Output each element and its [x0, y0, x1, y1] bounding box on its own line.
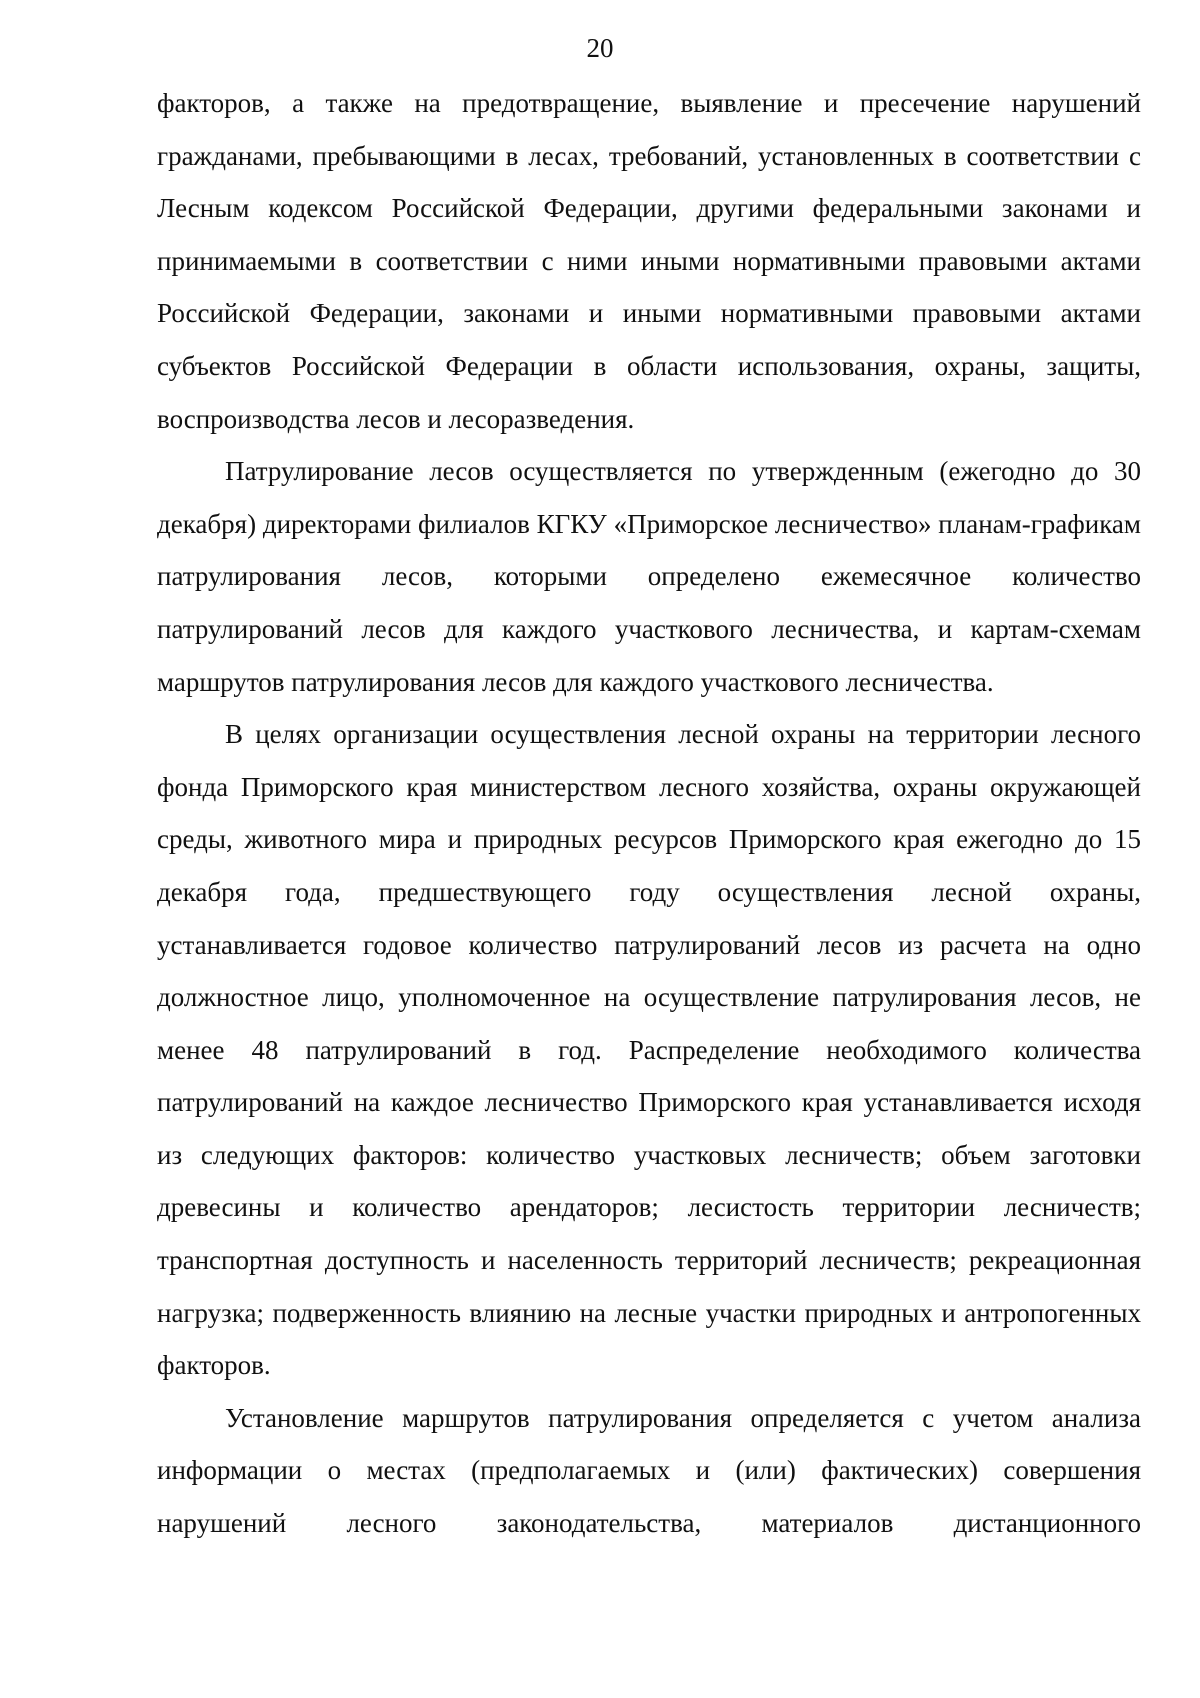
paragraph-patrol-routes: Установление маршрутов патрулирования определяется с учетом анализа информации о местах (предполагаемых и (или) фактических) совершения нарушений лесного законодательства, материалов дистанционного: [157, 1402, 1141, 1539]
paragraph-continuation: факторов, а также на предотвращение, выявление и пресечение нарушений гражданами, пребывающими в лесах, требований, установленных в соответствии с Лесным кодексом Российской Федерации, другими федеральными законами и принимаемыми в соответствии с ними иными нормативными правовыми актами Российской Федерации, законами и иными нормативными правовыми актами субъектов Российской Федерации в области использования, охраны, защиты, воспроизводства лесов и лесоразведения.: [157, 88, 1141, 434]
paragraph-patrol-schedule: Патрулирование лесов осуществляется по утвержденным (ежегодно до 30 декабря) директорами филиалов КГКУ «Приморское лесничество» планам-графикам патрулирования лесов, которыми определено ежемесячное количество патрулирований лесов для каждого участкового лесничества, и картам-схемам маршрутов патрулирования лесов для каждого участкового лесничества.: [157, 456, 1141, 697]
document-body: [157, 77, 1141, 1550]
page-number: 20: [586, 33, 614, 63]
paragraph-patrol-quota: В целях организации осуществления лесной охраны на территории лесного фонда Приморского края министерством лесного хозяйства, охраны окружающей среды, животного мира и природных ресурсов Приморского края ежегодно до 15 декабря года, предшествующего году осуществления лесной охраны, устанавливается годовое количество патрулирований лесов из расчета на одно должностное лицо, уполномоченное на осуществление патрулирования лесов, не менее 48 патрулирований в год. Распределение необходимого количества патрулирований на каждое лесничество Приморского края устанавливается исходя из следующих факторов: количество участковых лесничеств; объем заготовки древесины и количество арендаторов; лесистость территории лесничеств; транспортная доступность и населенность территорий лесничеств; рекреационная нагрузка; подверженность влиянию на лесные участки природных и антропогенных факторов.: [157, 719, 1141, 1381]
